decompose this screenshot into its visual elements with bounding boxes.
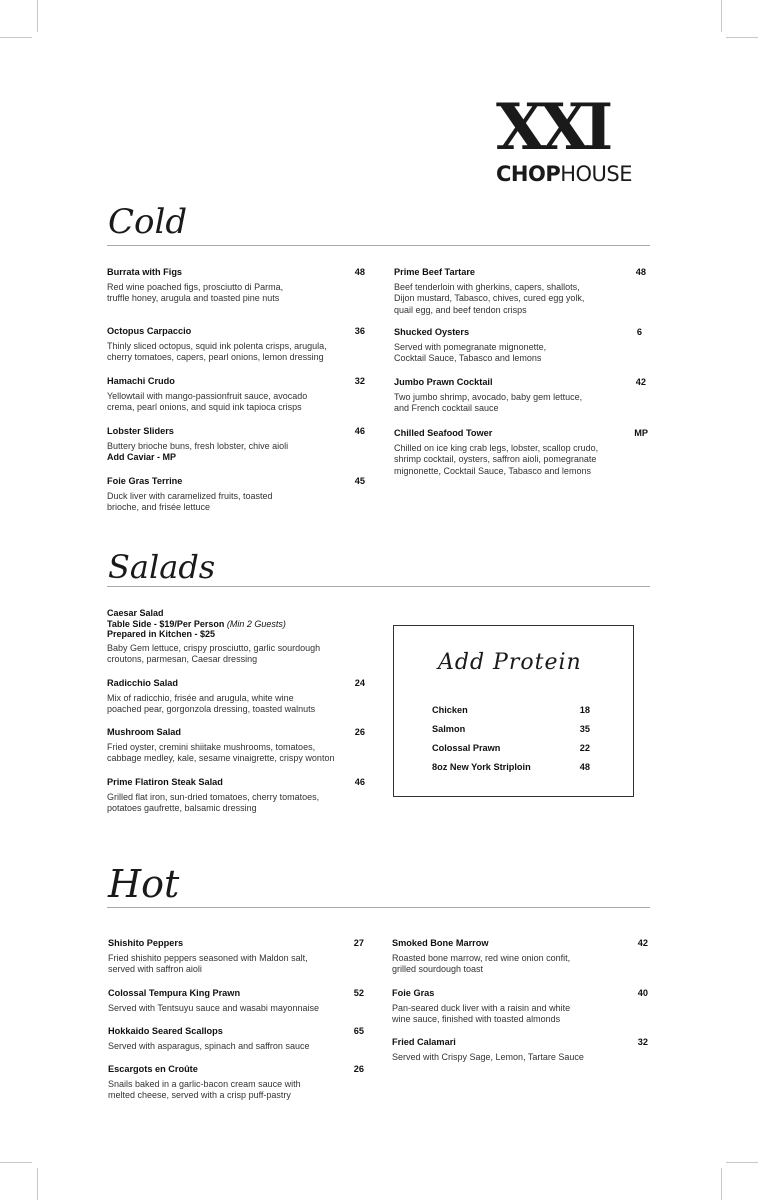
item-name: Prime Beef Tartare	[394, 267, 476, 277]
add-protein-title: Add Protein	[438, 650, 582, 675]
section-heading-salads: Salads	[108, 548, 216, 586]
caesar-table-side-price: Table Side - $19/Per Person	[107, 618, 225, 629]
item-description: Snails baked in a garlic-bacon cream sauce with melted cheese, served with a crisp puff-pastry	[108, 1078, 301, 1100]
item-name: Hokkaido Seared Scallops	[108, 1026, 223, 1036]
section-heading-hot: Hot	[108, 862, 180, 906]
section-heading-cold: Cold	[108, 202, 188, 242]
crop-mark	[721, 0, 722, 32]
menu-item	[394, 267, 646, 316]
caesar-kitchen-price: Prepared in Kitchen - $25	[107, 629, 216, 639]
menu-item	[394, 428, 648, 477]
menu-item	[108, 988, 364, 1014]
menu-item	[392, 988, 648, 1026]
crop-mark	[726, 37, 758, 38]
caesar-min-guests-note: (Min 2 Guests)	[226, 618, 286, 629]
crop-mark	[0, 1162, 32, 1163]
item-name: Caesar Salad	[107, 608, 164, 618]
protein-price: 18	[579, 705, 590, 715]
item-price: MP	[634, 428, 648, 438]
item-name: Fried Calamari	[392, 1037, 456, 1047]
menu-item	[107, 426, 365, 464]
menu-item	[392, 1037, 648, 1063]
item-price: 48	[354, 267, 365, 277]
item-description: Roasted bone marrow, red wine onion confit, grilled sourdough toast	[392, 952, 571, 974]
item-name: Foie Gras Terrine	[107, 476, 183, 486]
menu-item	[108, 1026, 364, 1052]
item-name: Escargots en Croûte	[108, 1064, 198, 1074]
menu-item	[107, 476, 365, 514]
item-name: Burrata with Figs	[107, 267, 183, 277]
item-price: 26	[353, 1064, 364, 1074]
logo-text-bold: CHOP	[496, 162, 561, 186]
caesar-table-side	[107, 619, 365, 630]
menu-item	[108, 1064, 364, 1102]
logo-text-light: HOUSE	[560, 162, 633, 186]
item-name: Lobster Sliders	[107, 426, 174, 436]
crop-mark	[726, 1162, 758, 1163]
menu-item	[107, 326, 365, 364]
item-description: Two jumbo shrimp, avocado, baby gem lettuce, and French cocktail sauce	[394, 391, 583, 413]
protein-option	[432, 705, 590, 715]
item-name: Radicchio Salad	[107, 678, 178, 688]
item-name: Octopus Carpaccio	[107, 326, 192, 336]
protein-name: Salmon	[432, 724, 466, 734]
logo-mark: XXI	[496, 90, 608, 165]
section-divider	[107, 907, 650, 908]
item-description: Served with pomegranate mignonette, Cocktail Sauce, Tabasco and lemons	[394, 341, 547, 363]
menu-item	[107, 777, 365, 815]
item-name: Shishito Peppers	[108, 938, 184, 948]
crop-mark	[721, 1168, 722, 1200]
protein-price: 35	[579, 724, 590, 734]
menu-item	[107, 678, 365, 716]
crop-mark	[37, 1168, 38, 1200]
item-price: 36	[354, 326, 365, 336]
item-description: Baby Gem lettuce, crispy prosciutto, garlic sourdough croutons, parmesan, Caesar dressing	[107, 642, 321, 664]
protein-option	[432, 743, 590, 753]
item-price: 27	[353, 938, 364, 948]
protein-option	[432, 724, 590, 734]
menu-item	[107, 727, 365, 765]
menu-item	[392, 938, 648, 976]
item-name: Foie Gras	[392, 988, 435, 998]
item-description: Mix of radicchio, frisée and arugula, white wine poached pear, gorgonzola dressing, toasted walnuts	[107, 692, 316, 714]
protein-name: 8oz New York Striploin	[432, 762, 531, 772]
add-protein-box	[393, 625, 634, 797]
item-name: Mushroom Salad	[107, 727, 182, 737]
caesar-salad-item	[107, 608, 365, 666]
menu-item	[394, 377, 646, 415]
item-price: 24	[354, 678, 365, 688]
item-price: 42	[637, 938, 648, 948]
item-description: Duck liver with caramelized fruits, toasted brioche, and frisée lettuce	[107, 490, 273, 512]
protein-option	[432, 762, 590, 772]
item-addon: Add Caviar - MP	[107, 452, 177, 462]
item-price: 45	[354, 476, 365, 486]
item-description: Served with asparagus, spinach and saffron sauce	[108, 1040, 310, 1051]
item-description: Beef tenderloin with gherkins, capers, shallots, Dijon mustard, Tabasco, chives, cured egg yolk, quail egg, and beef tendon crisps	[394, 281, 585, 315]
protein-name: Chicken	[432, 705, 468, 715]
item-description: Yellowtail with mango-passionfruit sauce, avocado crema, pearl onions, and squid ink tapioca crisps	[107, 390, 308, 412]
item-price: 42	[635, 377, 646, 387]
section-divider	[107, 586, 650, 587]
item-name: Chilled Seafood Tower	[394, 428, 493, 438]
protein-price: 48	[579, 762, 590, 772]
menu-item	[108, 938, 364, 976]
item-description: Chilled on ice king crab legs, lobster, scallop crudo, shrimp cocktail, oysters, saffron aioli, pomegranate mignonette, Cocktail Sauce, Tabasco and lemons	[394, 442, 599, 476]
item-price: 65	[353, 1026, 364, 1036]
item-description: Fried shishito peppers seasoned with Maldon salt, served with saffron aioli	[108, 952, 308, 974]
section-divider	[107, 245, 650, 246]
item-name: Smoked Bone Marrow	[392, 938, 489, 948]
item-price: 32	[354, 376, 365, 386]
item-description: Buttery brioche buns, fresh lobster, chive aioli	[107, 440, 289, 451]
item-description: Pan-seared duck liver with a raisin and white wine sauce, finished with toasted almonds	[392, 1002, 571, 1024]
menu-item	[394, 327, 642, 365]
item-price: 46	[354, 426, 365, 436]
item-price: 26	[354, 727, 365, 737]
item-price: 40	[637, 988, 648, 998]
crop-mark	[37, 0, 38, 32]
protein-price: 22	[579, 743, 590, 753]
item-description: Served with Crispy Sage, Lemon, Tartare Sauce	[392, 1051, 584, 1062]
item-name: Jumbo Prawn Cocktail	[394, 377, 493, 387]
restaurant-logo	[496, 90, 636, 186]
item-description: Fried oyster, cremini shiitake mushrooms, tomatoes, cabbage medley, kale, sesame vinaigrette, crispy wonton	[107, 741, 335, 763]
item-price: 6	[636, 327, 642, 337]
item-price: 32	[637, 1037, 648, 1047]
item-description: Red wine poached figs, prosciutto di Parma, truffle honey, arugula and toasted pine nuts	[107, 281, 284, 303]
item-name: Prime Flatiron Steak Salad	[107, 777, 223, 787]
item-description: Served with Tentsuyu sauce and wasabi mayonnaise	[108, 1002, 319, 1013]
protein-name: Colossal Prawn	[432, 743, 501, 753]
item-price: 52	[353, 988, 364, 998]
item-description: Thinly sliced octopus, squid ink polenta crisps, arugula, cherry tomatoes, capers, pearl onions, lemon dressing	[107, 340, 327, 362]
item-price: 48	[635, 267, 646, 277]
item-price: 46	[354, 777, 365, 787]
item-name: Shucked Oysters	[394, 327, 470, 337]
item-description: Grilled flat iron, sun-dried tomatoes, cherry tomatoes, potatoes gaufrette, balsamic dressing	[107, 791, 320, 813]
item-name: Colossal Tempura King Prawn	[108, 988, 241, 998]
crop-mark	[0, 37, 32, 38]
logo-wordmark	[496, 162, 636, 186]
menu-item	[107, 267, 365, 305]
menu-item	[107, 376, 365, 414]
item-name: Hamachi Crudo	[107, 376, 175, 386]
